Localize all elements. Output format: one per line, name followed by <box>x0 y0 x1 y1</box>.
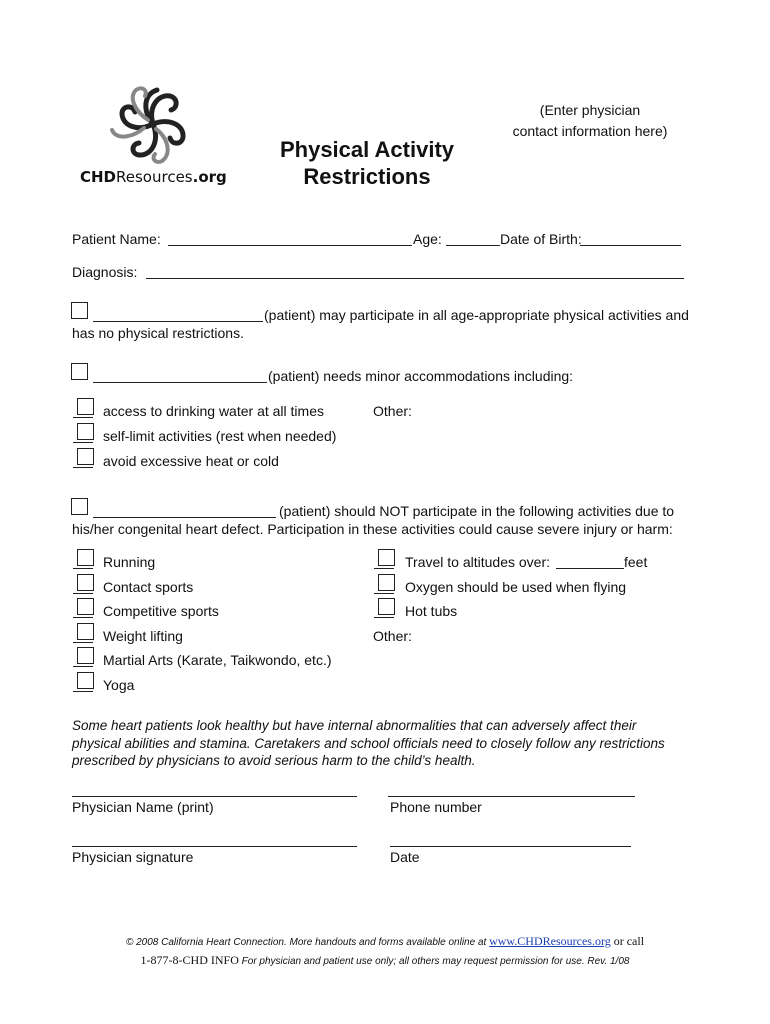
logo-text-org: .org <box>192 168 227 186</box>
activity-competitive-sports-line <box>73 617 93 618</box>
activity-running-checkbox[interactable] <box>77 549 94 566</box>
footer-website-link[interactable]: www.CHDResources.org <box>489 934 611 948</box>
activity-altitude-line <box>374 568 394 569</box>
physician-contact-line-1: (Enter physician <box>539 102 641 118</box>
activity-weight-lifting-checkbox[interactable] <box>77 623 94 640</box>
option-minor-accommodations-checkbox[interactable] <box>71 363 88 380</box>
option1-patient-field[interactable] <box>93 321 263 322</box>
option3-text: (patient) should NOT participate in the following activities due to <box>279 503 675 519</box>
altitude-feet-label: feet <box>624 554 648 570</box>
footer-or-call: or call <box>610 934 645 948</box>
activity-running-line <box>73 568 93 569</box>
title-line-2: Restrictions <box>303 164 431 189</box>
footer-phone: 1-877-8-CHD INFO <box>140 953 239 967</box>
activity-contact-sports-line <box>73 593 93 594</box>
phone-number-field[interactable] <box>388 796 635 797</box>
accommodation-other-label: Other: <box>373 403 412 419</box>
accommodation-water-label: access to drinking water at all times <box>103 403 324 419</box>
footer-usage: For physician and patient use only; all others may request permission for use. Rev. 1/08 <box>238 956 630 967</box>
activity-contact-sports-label: Contact sports <box>103 579 194 595</box>
activity-oxygen-label: Oxygen should be used when flying <box>405 579 627 595</box>
physician-signature-field[interactable] <box>72 846 357 847</box>
activity-altitude-label: Travel to altitudes over: <box>405 554 550 570</box>
dob-field[interactable] <box>580 245 681 246</box>
option-not-participate-checkbox[interactable] <box>71 498 88 515</box>
accommodation-heat-label: avoid excessive heat or cold <box>103 453 279 469</box>
option3-patient-field[interactable] <box>93 517 276 518</box>
age-label: Age: <box>413 231 442 247</box>
phone-number-label: Phone number <box>390 799 482 815</box>
activity-other-label: Other: <box>373 628 412 644</box>
chd-resources-logo <box>80 82 230 192</box>
diagnosis-field[interactable] <box>146 278 684 279</box>
diagnosis-label: Diagnosis: <box>72 264 138 280</box>
physician-signature-label: Physician signature <box>72 849 194 865</box>
activity-contact-sports-checkbox[interactable] <box>77 574 94 591</box>
accommodation-water-line <box>73 417 93 418</box>
age-field[interactable] <box>446 245 500 246</box>
footer-copyright: © 2008 California Heart Connection. More handouts and forms available online at <box>125 937 490 948</box>
activity-hot-tubs-label: Hot tubs <box>405 603 458 619</box>
swirl-logo-icon <box>98 82 208 167</box>
caution-note-line-2: physical abilities and stamina. Caretakers and school officials need to closely follow any restrictions <box>72 735 665 751</box>
logo-text-resources: Resources <box>116 168 193 186</box>
dob-label: Date of Birth: <box>500 231 582 247</box>
option1-text: (patient) may participate in all age-appropriate physical activities and <box>264 307 689 323</box>
option1-text-continued: has no physical restrictions. <box>72 325 244 341</box>
activity-yoga-line <box>73 691 93 692</box>
activity-martial-arts-label: Martial Arts (Karate, Taikwondo, etc.) <box>103 652 332 668</box>
footer <box>0 932 770 970</box>
accommodation-heat-line <box>73 467 93 468</box>
activity-martial-arts-line <box>73 666 93 667</box>
accommodation-rest-checkbox[interactable] <box>77 423 94 440</box>
activity-weight-lifting-label: Weight lifting <box>103 628 183 644</box>
activity-competitive-sports-label: Competitive sports <box>103 603 219 619</box>
accommodation-heat-checkbox[interactable] <box>77 448 94 465</box>
caution-note-line-1: Some heart patients look healthy but have internal abnormalities that can adversely affect their <box>72 718 637 733</box>
date-field[interactable] <box>390 846 631 847</box>
accommodation-water-checkbox[interactable] <box>77 398 94 415</box>
physician-name-label: Physician Name (print) <box>72 799 214 815</box>
physician-contact-line-2: contact information here) <box>512 123 668 139</box>
activity-oxygen-line <box>374 593 394 594</box>
activity-hot-tubs-line <box>374 617 394 618</box>
logo-text-chd: CHD <box>80 168 117 186</box>
title-line-1: Physical Activity <box>279 137 455 162</box>
option3-text-continued: his/her congenital heart defect. Participation in these activities could cause severe injury or harm: <box>72 521 673 537</box>
option2-patient-field[interactable] <box>93 382 267 383</box>
activity-hot-tubs-checkbox[interactable] <box>378 598 395 615</box>
activity-yoga-label: Yoga <box>103 677 135 693</box>
activity-altitude-checkbox[interactable] <box>378 549 395 566</box>
altitude-feet-field[interactable] <box>556 568 624 569</box>
physician-name-field[interactable] <box>72 796 357 797</box>
date-label: Date <box>390 849 420 865</box>
accommodation-rest-label: self-limit activities (rest when needed) <box>103 428 337 444</box>
accommodation-rest-line <box>73 442 93 443</box>
activity-yoga-checkbox[interactable] <box>77 672 94 689</box>
activity-competitive-sports-checkbox[interactable] <box>77 598 94 615</box>
page-title <box>262 136 472 190</box>
option-no-restrictions-checkbox[interactable] <box>71 302 88 319</box>
patient-name-label: Patient Name: <box>72 231 161 247</box>
activity-running-label: Running <box>103 554 156 570</box>
activity-weight-lifting-line <box>73 642 93 643</box>
caution-note <box>72 717 665 770</box>
patient-name-field[interactable] <box>168 245 412 246</box>
activity-oxygen-checkbox[interactable] <box>378 574 395 591</box>
activity-martial-arts-checkbox[interactable] <box>77 647 94 664</box>
physician-contact-placeholder <box>500 100 680 142</box>
caution-note-line-3: prescribed by physicians to avoid serious harm to the child’s health. <box>72 753 476 768</box>
option2-text: (patient) needs minor accommodations including: <box>268 368 574 384</box>
